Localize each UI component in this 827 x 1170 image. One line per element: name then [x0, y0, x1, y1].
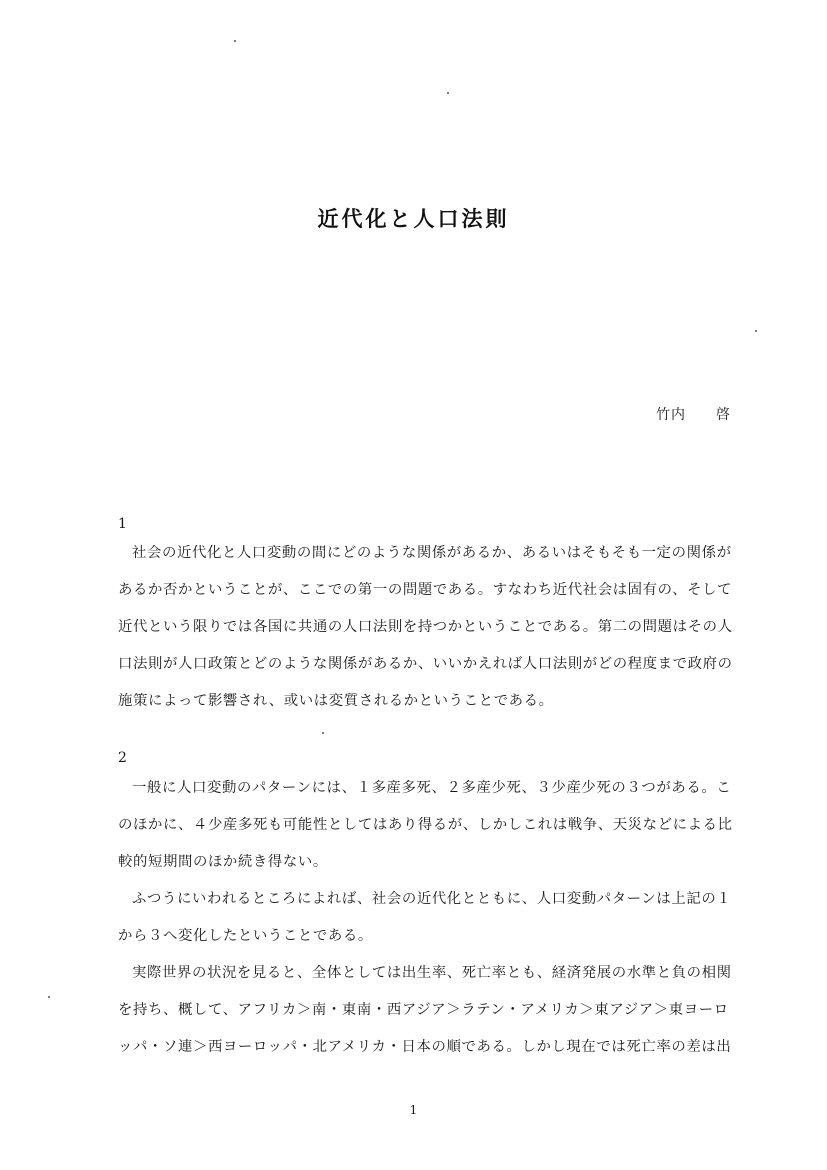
- scan-speck: [447, 92, 449, 94]
- paragraph-line: ふつうにいわれるところによれば、社会の近代化とともに、人口変動パターンは上記の１: [132, 891, 732, 907]
- paragraph-line: 較的短期間のほか続き得ない。: [118, 854, 328, 870]
- page-number: 1: [409, 1103, 418, 1117]
- section-number: 2: [118, 750, 127, 766]
- section-2-paragraph: [118, 770, 740, 1066]
- paragraph-line: ッパ・ソ連＞西ヨーロッパ・北アメリカ・日本の順である。しかし現在では死亡率の差は出: [118, 1039, 732, 1055]
- paragraph-line: あるか否かということが、ここでの第一の問題である。すなわち近代社会は固有の、そして: [118, 582, 733, 598]
- scan-speck: [48, 996, 50, 998]
- paragraph-line: を持ち、概して、アフリカ＞南・東南・西アジア＞ラテン・アメリカ＞東アジア＞東ヨーロ: [118, 1002, 729, 1018]
- scan-speck: [322, 732, 324, 734]
- paragraph-line: 社会の近代化と人口変動の間にどのような関係があるか、あるいはそもそも一定の関係が: [132, 545, 732, 561]
- paragraph-line: 近代という限りでは各国に共通の人口法則を持つかということである。第二の問題はその人: [118, 619, 733, 635]
- paragraph-line: 一般に人口変動のパターンには、１多産多死、２多産少死、３少産少死の３つがある。こ: [132, 780, 732, 796]
- paragraph-line: から３へ変化したということである。: [118, 928, 373, 944]
- section-1-paragraph: [118, 535, 740, 720]
- scan-speck: [755, 330, 757, 332]
- paragraph-line: 施策によって影響され、或いは変質されるかということである。: [118, 693, 554, 709]
- author-name: 竹内 啓: [656, 407, 731, 423]
- scan-speck: [234, 40, 236, 42]
- paragraph-line: のほかに、４少産多死も可能性としてはあり得るが、しかしこれは戦争、天災などによる比: [118, 817, 733, 833]
- paragraph-line: 口法則が人口政策とどのような関係があるか、いいかえれば人口法則がどの程度まで政府の: [118, 656, 733, 672]
- paragraph-line: 実際世界の状況を見ると、全体としては出生率、死亡率とも、経済発展の水準と負の相関: [132, 965, 732, 981]
- document-title: 近代化と人口法則: [317, 206, 510, 231]
- section-number: 1: [118, 516, 127, 532]
